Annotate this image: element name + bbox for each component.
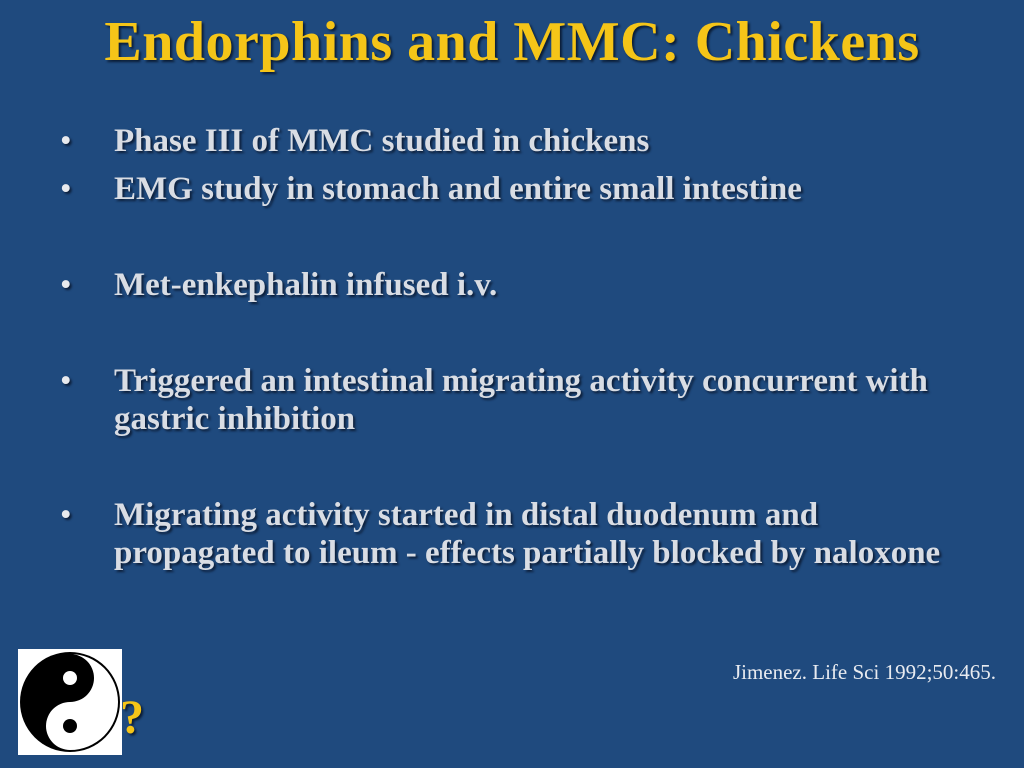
bullet-text: Phase III of MMC studied in chickens [114,123,650,159]
bullet-marker: • [60,123,72,159]
slide-title: Endorphins and MMC: Chickens [104,11,920,73]
yin-dot [63,671,77,685]
bullet-item [56,362,976,438]
bullet-text: Triggered an intestinal migrating activity concurrent with gastric inhibition [114,363,928,437]
bullet-item [56,266,976,304]
bullet-text: Met-enkephalin infused i.v. [114,267,498,303]
citation: Jimenez. Life Sci 1992;50:465. [732,660,996,684]
bullet-marker: • [60,267,72,303]
yin-yang-graphic [18,649,122,755]
bullet-marker: • [60,497,72,533]
bullet-item [56,496,976,572]
bullet-item [56,122,976,160]
bullet-marker: • [60,363,72,399]
yang-dot [63,719,77,733]
bullet-item [56,170,976,208]
bullet-text: EMG study in stomach and entire small intestine [114,171,802,207]
question-mark: ? [120,691,144,744]
yin-yang-icon [18,649,122,755]
bullet-marker: • [60,171,72,207]
bullet-text: Migrating activity started in distal duodenum and propagated to ileum - effects partially blocked by naloxone [114,497,941,571]
bullet-list [56,118,976,572]
